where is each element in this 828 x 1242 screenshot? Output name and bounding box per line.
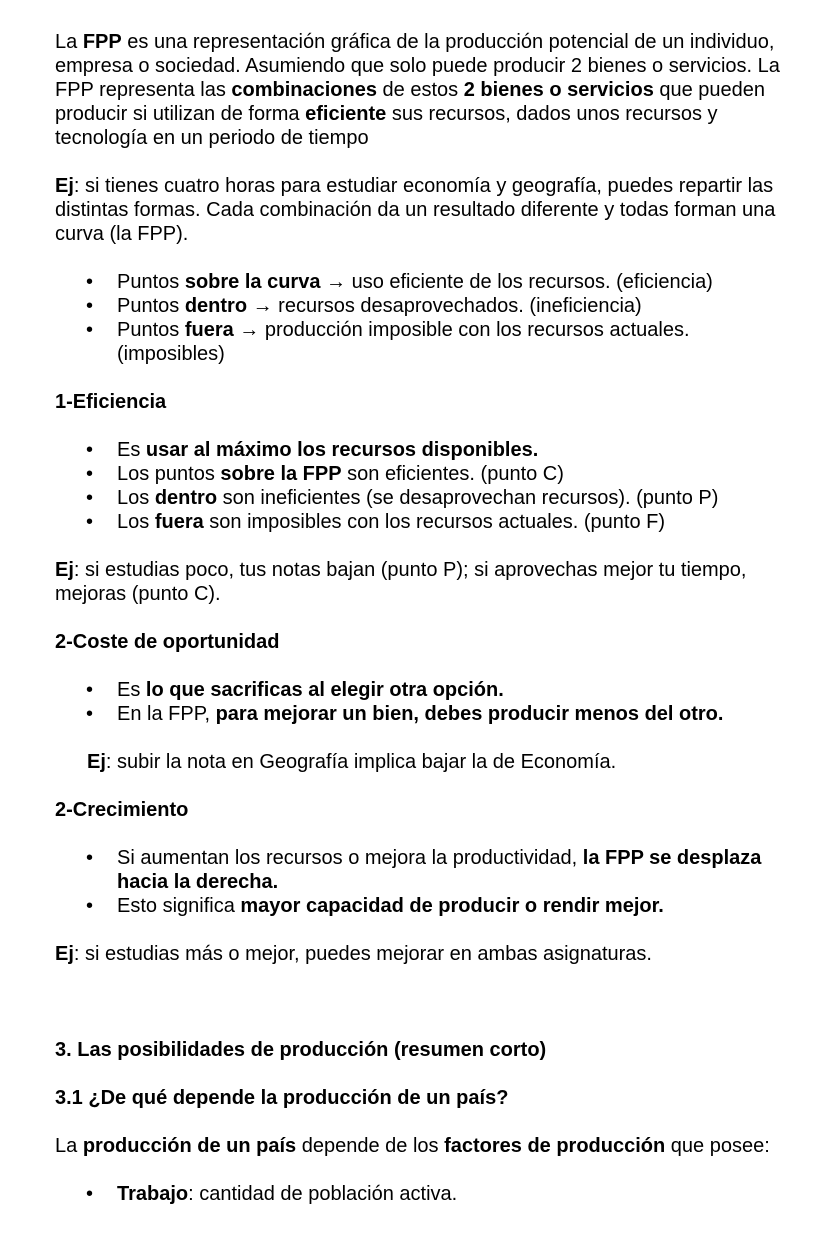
spacer <box>55 990 798 1038</box>
eficiencia-example: Ej: si estudias poco, tus notas bajan (punto P); si aprovechas mejor tu tiempo, mejoras (punto C). <box>55 559 747 605</box>
section-heading-eficiencia: 1-Eficiencia <box>55 391 167 413</box>
crecimiento-example: Ej: si estudias más o mejor, puedes mejorar en ambas asignaturas. <box>55 943 652 965</box>
example-paragraph: Ej: si tienes cuatro horas para estudiar economía y geografía, puedes repartir las distintas formas. Cada combinación da un resultado diferente y todas forman una curva (la FPP). <box>55 175 776 245</box>
points-list <box>55 270 798 366</box>
list-item: • Trabajo: cantidad de población activa. <box>117 1182 798 1206</box>
list-item: • Puntos sobre la curva → uso eficiente de los recursos. (eficiencia) <box>117 270 798 294</box>
list-item: • Si aumentan los recursos o mejora la productividad, la FPP se desplaza hacia la derecha. <box>117 846 798 894</box>
list-item: • Puntos fuera → producción imposible con los recursos actuales. (imposibles) <box>117 318 798 366</box>
list-item: • Es lo que sacrificas al elegir otra opción. <box>117 678 798 702</box>
coste-list <box>55 678 798 726</box>
section-heading-coste: 2-Coste de oportunidad <box>55 631 280 653</box>
list-item: • Los dentro son ineficientes (se desaprovechan recursos). (punto P) <box>117 486 798 510</box>
list-item: • Los puntos sobre la FPP son eficientes. (punto C) <box>117 462 798 486</box>
coste-example: Ej: subir la nota en Geografía implica bajar la de Economía. <box>87 751 617 773</box>
crecimiento-list <box>55 846 798 918</box>
intro-paragraph: La FPP es una representación gráfica de la producción potencial de un individuo, empresa o sociedad. Asumiendo que solo puede producir 2 bienes o servicios. La FPP representa las combinaciones de estos 2 bienes o servicios que pueden producir si utilizan de forma eficiente sus recursos, dados unos recursos y tecnología en un periodo de tiempo <box>55 31 780 149</box>
list-item: • En la FPP, para mejorar un bien, debes producir menos del otro. <box>117 702 798 726</box>
eficiencia-list <box>55 438 798 534</box>
section-3-heading: 3. Las posibilidades de producción (resumen corto) <box>55 1039 547 1061</box>
list-item: • Puntos dentro → recursos desaprovechados. (ineficiencia) <box>117 294 798 318</box>
section-3-paragraph: La producción de un país depende de los factores de producción que posee: <box>55 1135 770 1157</box>
factors-list <box>55 1182 798 1206</box>
list-item: • Es usar al máximo los recursos disponibles. <box>117 438 798 462</box>
section-3-1-heading: 3.1 ¿De qué depende la producción de un país? <box>55 1087 509 1109</box>
list-item: • Los fuera son imposibles con los recursos actuales. (punto F) <box>117 510 798 534</box>
section-heading-crecimiento: 2-Crecimiento <box>55 799 189 821</box>
list-item: • Esto significa mayor capacidad de producir o rendir mejor. <box>117 894 798 918</box>
